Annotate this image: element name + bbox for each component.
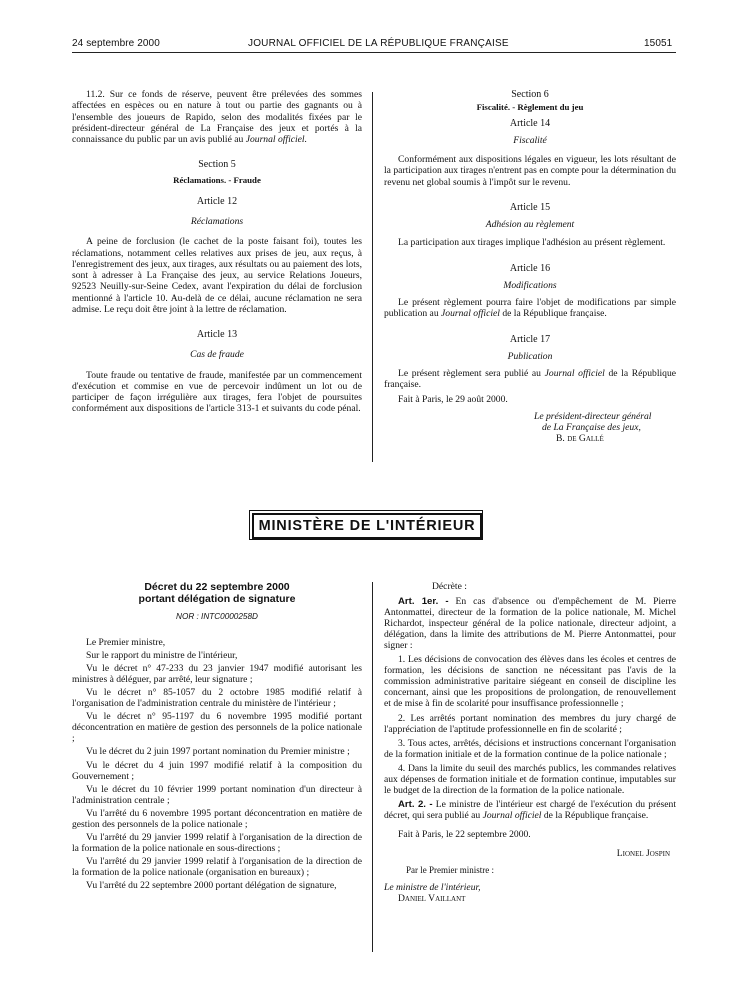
article-14-text: Conformément aux dispositions légales en vigueur, les lots résultant de la participation aux tirages n'entrent pas en compte pour la détermination du revenu net global soumis à l'impôt sur le revenu. [384, 154, 676, 188]
article-2-text-a: Le ministre de l'intérieur est chargé de l'exécution du présent décret, qui sera publié au [384, 798, 676, 821]
top-right-column [384, 89, 676, 445]
article-1-label: Art. 1er. - [398, 596, 449, 608]
bottom-right-column [384, 581, 676, 904]
article-17-heading: Article 17 [509, 333, 551, 345]
article-16-text-a: Le présent règlement pourra faire l'objet de modifications par simple publication au [384, 297, 676, 320]
article-17-text-b: de la République française. [384, 368, 676, 391]
article-15-text: La participation aux tirages implique l'adhésion au présent règlement. [398, 237, 666, 249]
article-12-text: A peine de forclusion (le cachet de la poste faisant foi), toutes les réclamations, notamment celles relatives aux prises de jeu, aux reçus, à l'enregistrement des jeux, aux tirages, aux résultats ou au paiement des lots, sont à adresser à La Française des jeux, au service Relations Joueurs, 92523 Neuilly-sur-Seine Cedex, avant l'expiration du délai de forclusion mentionné à l'article 10. Au-delà de ce délai, aucune réclamation ne sera admise. Le reçu doit être joint à la lettre de réclamation. [72, 236, 362, 315]
ministry-banner: MINISTÈRE DE L'INTÉRIEUR [252, 513, 482, 539]
signatory-name: B. de Gallé [556, 433, 604, 445]
article-15-title: Adhésion au règlement [485, 219, 575, 230]
prime-minister-signature: Lionel Jospin [616, 847, 670, 859]
minister-role: Le ministre de l'intérieur, [384, 882, 481, 894]
paragraph-11-2 [72, 89, 362, 145]
article-16-journal-ref: Journal officiel [441, 308, 500, 320]
visa-arrete-1999-bureaux: Vu l'arrêté du 29 janvier 1999 relatif à l'organisation de la direction de la formation de la police nationale (organisation en bureaux) ; [72, 855, 362, 878]
visa-decret-1995: Vu le décret n° 95-1197 du 6 novembre 1995 modifié portant déconcentration en matière de gestion des personnels de la police nationale ; [72, 711, 362, 745]
article-17-text [384, 368, 676, 391]
article-17-text-a: Le présent règlement sera publié au [398, 368, 541, 379]
bottom-left-column [72, 581, 362, 891]
article-15-heading: Article 15 [509, 201, 551, 213]
article-2-journal-ref: Journal officiel [482, 809, 542, 821]
header-date: 24 septembre 2000 [72, 38, 160, 49]
top-left-column [72, 89, 362, 415]
article-1-point-1: 1. Les décisions de convocation des élèves dans les écoles et centres de formation, les décisions de sanction ne nécessitant pas l'avis de la commission administrative paritaire siégeant en conseil de discipline les concernant, ainsi que les propositions de prolongation, de renouvellement et de mise à fin de scolarité pour insuffisance professionnelle ; [384, 654, 676, 710]
signatory-role-line-1: Le président-directeur général [534, 410, 652, 422]
article-17-title: Publication [507, 350, 553, 362]
article-12-heading: Article 12 [196, 195, 238, 207]
article-2-text-b: de la République française. [543, 809, 649, 821]
article-2 [384, 799, 676, 821]
article-13-title: Cas de fraude [190, 349, 244, 361]
visa-rapport: Sur le rapport du ministre de l'intérieur, [86, 650, 238, 662]
paragraph-11-2-text: 11.2. Sur ce fonds de réserve, peuvent être prélevées des sommes affectées en espèces ou en nature à tout ou partie des gagnants ou à l'ensemble des joueurs de Rapido, selon des modalités fixées par le président-directeur général de La Française des jeux et portés à la connaissance du public par un avis publié au [72, 89, 362, 145]
article-1-point-4: 4. Dans la limite du seuil des marchés publics, les commandes relatives aux dépenses de formation initiale et de formation continue, imputables sur le budget de la direction de la formation de la police nationale. [384, 762, 676, 796]
visa-decret-1947: Vu le décret n° 47-233 du 23 janvier 1947 modifié autorisant les ministres à déléguer, par arrêté, leur signature ; [72, 663, 362, 686]
signatory-role-line-2: de La Française des jeux, [542, 422, 641, 433]
nor-reference: NOR : INTC0000258D [176, 612, 258, 621]
section-5-title: Réclamations. - Fraude [173, 174, 261, 185]
article-13-text: Toute fraude ou tentative de fraude, manifestée par un commencement d'exécution et commise en vue de percevoir indûment un lot ou de participer de façon irrégulière aux tirages, fera l'objet de poursuites conformément aux dispositions de l'article 313-1 et suivants du code pénal. [72, 369, 362, 415]
header-title: JOURNAL OFFICIEL DE LA RÉPUBLIQUE FRANÇAISE [248, 38, 509, 49]
article-16-text [384, 297, 676, 320]
article-13-heading: Article 13 [196, 329, 238, 340]
article-12-title: Réclamations [190, 216, 244, 227]
decree-title-line-1: Décret du 22 septembre 2000 [144, 581, 290, 593]
visa-decret-juin-1997-composition: Vu le décret du 4 juin 1997 modifié relatif à la composition du Gouvernement ; [72, 759, 362, 782]
article-14-heading: Article 14 [509, 117, 551, 129]
visa-arrete-1999-sous-directions: Vu l'arrêté du 29 janvier 1999 relatif à l'organisation de la direction de la formation de la police nationale en sous-directions ; [72, 831, 362, 854]
article-1-point-2: 2. Les arrêtés portant nomination des membres du jury chargé de l'appréciation de l'aptitude professionnelle en fin de scolarité ; [384, 712, 676, 735]
article-1-point-3: 3. Tous actes, arrêtés, décisions et instructions concernant l'organisation de la formation initiale et de la formation continue de la police nationale ; [384, 737, 676, 760]
article-17-journal-ref: Journal officiel [544, 368, 605, 379]
article-16-heading: Article 16 [509, 262, 551, 274]
visa-decret-1985: Vu le décret n° 85-1057 du 2 octobre 1985 modifié relatif à l'organisation de l'administration centrale du ministère de l'intérieur ; [72, 687, 362, 710]
article-1 [384, 596, 676, 651]
header-page-number: 15051 [644, 38, 673, 49]
signature-date: Fait à Paris, le 29 août 2000. [398, 393, 508, 405]
visa-arrete-1995: Vu l'arrêté du 6 novembre 1995 portant déconcentration en matière de gestion des personnels de la police nationale ; [72, 807, 362, 830]
article-16-title: Modifications [503, 279, 557, 291]
header-rule [72, 52, 676, 53]
article-2-label: Art. 2. - [398, 798, 433, 810]
column-divider-top [372, 92, 373, 462]
journal-officiel-ref: Journal officiel. [245, 134, 308, 145]
decree-signature-date: Fait à Paris, le 22 septembre 2000. [398, 828, 531, 840]
decrete-label: Décrète : [432, 581, 467, 592]
section-5-heading: Section 5 [198, 159, 236, 171]
article-16-text-b: de la République française. [502, 308, 607, 320]
visa-decret-juin-1997-nomination: Vu le décret du 2 juin 1997 portant nomination du Premier ministre ; [86, 746, 350, 758]
article-14-title: Fiscalité [513, 134, 547, 146]
par-le-premier-ministre: Par le Premier ministre : [406, 865, 494, 876]
article-1-text: En cas d'absence ou d'empêchement de M. Pierre Antonmattei, directeur de la formation de la police nationale, M. Michel Richardot, inspecteur général de la police nationale, directeur adjoint, a délégation, dans la limite des attributions de M. Pierre Antonmattei, pour signer : [384, 596, 676, 652]
column-divider-bottom [372, 582, 373, 952]
minister-name: Daniel Vaillant [398, 893, 466, 905]
visa-arrete-2000: Vu l'arrêté du 22 septembre 2000 portant délégation de signature, [86, 879, 337, 891]
visa-premier-ministre: Le Premier ministre, [86, 637, 166, 649]
visa-decret-1999: Vu le décret du 10 février 1999 portant nomination d'un directeur à l'administration centrale ; [72, 783, 362, 806]
decree-title-line-2: portant délégation de signature [138, 593, 296, 605]
section-6-title: Fiscalité. - Règlement du jeu [476, 102, 584, 113]
section-6-heading: Section 6 [511, 89, 549, 100]
